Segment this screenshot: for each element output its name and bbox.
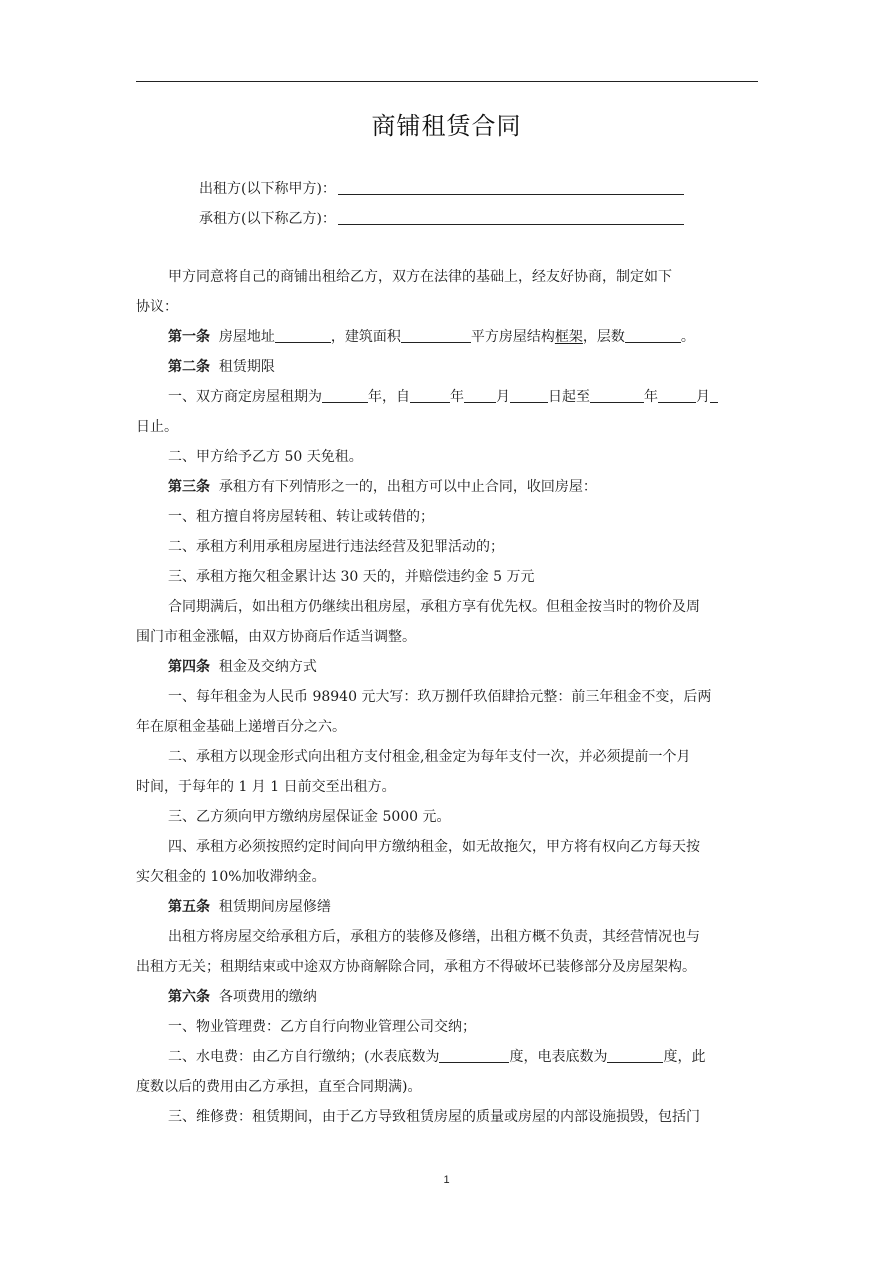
article-6-item-1: 一、物业管理费：乙方自行向物业管理公司交纳； — [168, 1019, 476, 1035]
term-text-c: 年 — [450, 389, 464, 405]
article-3-item-3: 三、承租方拖欠租金累计达 30 天的，并赔偿违约金 5 万元 — [168, 569, 535, 585]
article-3-renewal-2: 围门市租金涨幅，由双方协商后作适当调整。 — [136, 629, 416, 645]
term-text-d: 月 — [496, 389, 510, 405]
page-number: 1 — [443, 1174, 450, 1186]
term-text-f: 年 — [644, 389, 658, 405]
address-blank — [275, 328, 331, 343]
article-5 — [168, 898, 331, 916]
article-4-item-2b: 时间，于每年的 1 月 1 日前交至出租方。 — [136, 779, 396, 795]
start-day-blank — [510, 388, 548, 403]
end-day-blank — [710, 388, 718, 403]
term-text-b: 年，自 — [368, 389, 410, 405]
article-2-title: 租赁期限 — [218, 359, 275, 375]
article-2 — [168, 358, 275, 376]
article-4-item-4b: 实欠租金的 10%加收滞纳金。 — [136, 869, 326, 885]
header-rule — [136, 81, 758, 82]
article-1-text-b: ，建筑面积 — [330, 329, 401, 345]
article-1-text-c: 平方房屋结构 — [470, 329, 555, 345]
article-4-item-2a: 二、承租方以现金形式向出租方支付租金,租金定为每年支付一次，并必须提前一个月 — [168, 749, 691, 765]
article-6 — [168, 988, 317, 1006]
article-4 — [168, 658, 317, 676]
lessee-blank — [338, 210, 684, 225]
end-year-blank — [590, 388, 644, 403]
article-6-item-2b: 度数以后的费用由乙方承担，直至合同期满)。 — [136, 1079, 422, 1095]
lessee-label: 承租方(以下称乙方)： — [199, 211, 336, 227]
article-4-item-4a: 四、承租方必须按照约定时间向甲方缴纳租金，如无故拖欠，甲方将有权向乙方每天按 — [168, 839, 700, 855]
article-3 — [168, 478, 597, 496]
article-4-item-1a: 一、每年租金为人民币 98940 元大写：玖万捌仟玖佰肆拾元整：前三年租金不变，后两 — [168, 689, 712, 705]
structure-value: 框架 — [554, 329, 583, 345]
article-3-renewal-1: 合同期满后，如出租方仍继续出租房屋，承租方享有优先权。但租金按当时的物价及周 — [168, 599, 700, 615]
article-6-heading: 第六条 — [168, 989, 210, 1005]
article-3-heading: 第三条 — [168, 479, 210, 495]
lessor-label: 出租方(以下称甲方)： — [199, 181, 336, 197]
article-2-heading: 第二条 — [168, 359, 210, 375]
floors-blank — [625, 328, 681, 343]
intro-line-1: 甲方同意将自己的商铺出租给乙方，双方在法律的基础上，经友好协商，制定如下 — [168, 269, 672, 285]
term-text-a: 一、双方商定房屋租期为 — [168, 389, 322, 405]
article-6-item-3: 三、维修费：租赁期间，由于乙方导致租赁房屋的质量或房屋的内部设施损毁，包括门 — [168, 1109, 700, 1125]
article-6-item-2a — [168, 1048, 705, 1066]
term-text-g: 月 — [696, 389, 710, 405]
area-blank — [401, 328, 471, 343]
article-4-heading: 第四条 — [168, 659, 210, 675]
article-1 — [168, 328, 695, 346]
start-year-blank — [410, 388, 450, 403]
article-3-item-1: 一、租方擅自将房屋转租、转让或转借的； — [168, 509, 434, 525]
article-6-title: 各项费用的缴纳 — [218, 989, 317, 1005]
electric-meter-blank — [607, 1048, 663, 1063]
term-text-e: 日起至 — [548, 389, 590, 405]
intro-line-2: 协议： — [136, 299, 178, 315]
article-2-term-line — [168, 388, 718, 406]
water-meter-blank — [439, 1048, 509, 1063]
article-3-item-2: 二、承租方利用承租房屋进行违法经营及犯罪活动的； — [168, 539, 504, 555]
article-2-term-end: 日止。 — [136, 419, 178, 435]
utility-text-a: 二、水电费：由乙方自行缴纳；(水表底数为 — [168, 1049, 440, 1065]
article-4-item-3: 三、乙方须向甲方缴纳房屋保证金 5000 元。 — [168, 809, 451, 825]
article-1-text-a: 房屋地址 — [218, 329, 275, 345]
lessor-blank — [338, 180, 684, 195]
article-5-text-2: 出租方无关；租期结束或中途双方协商解除合同，承租方不得破坏已装修部分及房屋架构。 — [136, 959, 696, 975]
article-1-text-e: ，层数 — [582, 329, 625, 345]
article-5-text-1: 出租方将房屋交给承租方后，承租方的装修及修缮，出租方概不负责，其经营情况也与 — [168, 929, 700, 945]
article-5-title: 租赁期间房屋修缮 — [218, 899, 331, 915]
lessor-line — [199, 178, 684, 198]
article-5-heading: 第五条 — [168, 899, 210, 915]
article-4-title: 租金及交纳方式 — [218, 659, 317, 675]
article-1-heading: 第一条 — [168, 329, 210, 345]
end-month-blank — [658, 388, 696, 403]
lessee-line — [199, 208, 684, 228]
utility-text-c: 度，此 — [663, 1049, 706, 1065]
article-2-free-rent: 二、甲方给予乙方 50 天免租。 — [168, 449, 363, 465]
article-3-title: 承租方有下列情形之一的，出租方可以中止合同，收回房屋： — [218, 479, 597, 495]
article-4-item-1b: 年在原租金基础上递增百分之六。 — [136, 719, 346, 735]
start-month-blank — [464, 388, 496, 403]
document-title: 商铺租赁合同 — [371, 112, 522, 140]
article-1-text-f: 。 — [680, 329, 695, 345]
utility-text-b: 度，电表底数为 — [509, 1049, 608, 1065]
years-blank — [322, 388, 368, 403]
